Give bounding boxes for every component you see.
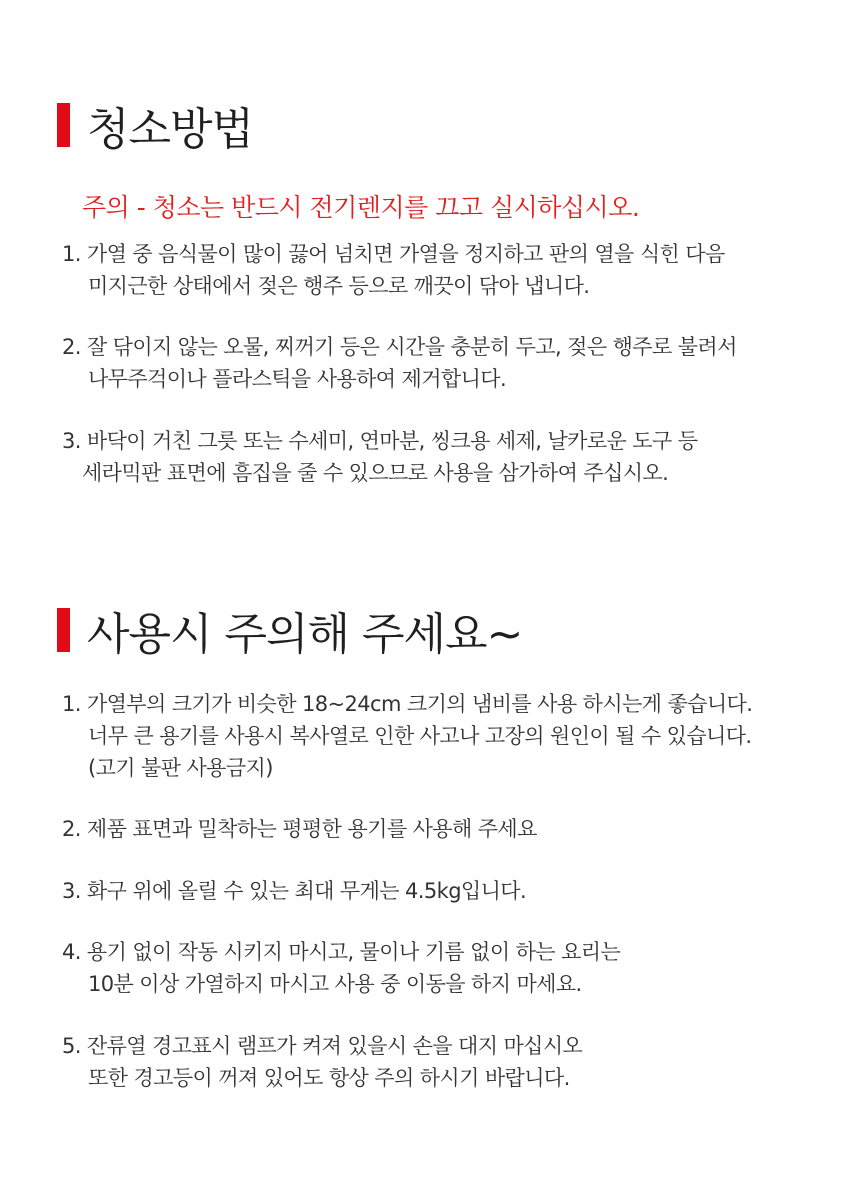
cleaning-item-1-line-1: 1. 가열 중 음식물이 많이 끓어 넘치면 가열을 정지하고 판의 열을 식힌 다음 (62, 242, 725, 266)
caution-item-5 (62, 1030, 582, 1094)
title-accent-bar (57, 608, 70, 652)
cleaning-item-3-line-1: 3. 바닥이 거친 그릇 또는 수세미, 연마분, 씽크용 세제, 날카로운 도구 등 (62, 429, 698, 453)
caution-item-4-line-2: 10분 이상 가열하지 마시고 사용 중 이동을 하지 마세요. (88, 972, 582, 996)
caution-item-1-line-2: 너무 큰 용기를 사용시 복사열로 인한 사고나 고장의 원인이 될 수 있습니다. (88, 724, 752, 748)
caution-item-2-line-1: 2. 제품 표면과 밀착하는 평평한 용기를 사용해 주세요 (62, 817, 537, 841)
caution-item-5-line-2: 또한 경고등이 꺼져 있어도 항상 주의 하시기 바랍니다. (88, 1066, 570, 1090)
title-accent-bar (57, 103, 70, 147)
caution-item-5-line-1: 5. 잔류열 경고표시 램프가 켜져 있을시 손을 대지 마십시오 (62, 1034, 583, 1058)
cleaning-item-3 (62, 425, 697, 489)
caution-item-3 (62, 875, 526, 907)
cleaning-item-2-line-2: 나무주걱이나 플라스틱을 사용하여 제거합니다. (88, 367, 507, 391)
caution-item-1 (62, 688, 752, 784)
caution-item-3-line-1: 3. 화구 위에 올릴 수 있는 최대 무게는 4.5kg입니다. (62, 879, 527, 903)
cleaning-item-2 (62, 331, 737, 395)
caution-item-1-line-1: 1. 가열부의 크기가 비슷한 18~24cm 크기의 냄비를 사용 하시는게 좋습니다. (62, 692, 753, 716)
caution-title-text: 사용시 주의해 주세요~ (87, 609, 523, 660)
cleaning-item-2-line-1: 2. 잘 닦이지 않는 오물, 찌꺼기 등은 시간을 충분히 두고, 젖은 행주로 불려서 (62, 335, 737, 359)
cleaning-item-3-line-2: 세라믹판 표면에 흠집을 줄 수 있으므로 사용을 삼가하여 주십시오. (82, 461, 669, 485)
cleaning-notice: 주의 - 청소는 반드시 전기렌지를 끄고 실시하십시오. (82, 193, 640, 222)
caution-item-4 (62, 936, 620, 1000)
cleaning-item-1-line-2: 미지근한 상태에서 젖은 행주 등으로 깨끗이 닦아 냅니다. (88, 274, 590, 298)
cleaning-title-text: 청소방법 (87, 104, 254, 155)
caution-item-2 (62, 813, 537, 845)
caution-item-1-line-3: (고기 불판 사용금지) (88, 756, 273, 780)
caution-item-4-line-1: 4. 용기 없이 작동 시키지 마시고, 물이나 기름 없이 하는 요리는 (62, 940, 621, 964)
cleaning-section-title (57, 93, 253, 157)
cleaning-item-1 (62, 238, 725, 302)
caution-section-title (57, 598, 522, 662)
